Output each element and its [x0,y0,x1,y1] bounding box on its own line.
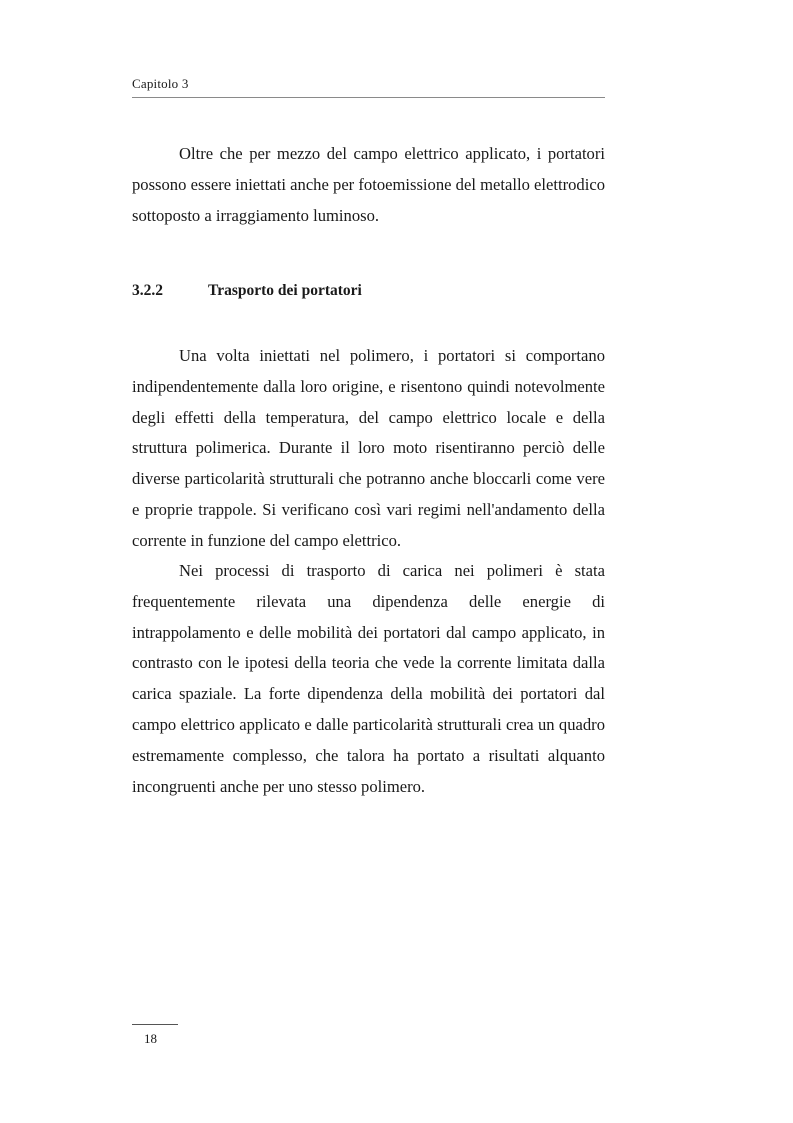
footer-divider [132,1024,178,1025]
page-number: 18 [144,1031,157,1046]
section-heading [132,282,362,300]
header-divider [132,97,605,98]
section-title: Trasporto dei portatori [208,282,362,299]
paragraph-charge-transport: Nei processi di trasporto di carica nei polimeri è stata frequentemente rilevata una dipendenza delle energie di intrappolamento e delle mobilità dei portatori dal campo applicato, in contrasto con le ipotesi della teoria che vede la corrente limitata dalla carica spaziale. La forte dipendenza della mobilità dei portatori dal campo elettrico applicato e dalle particolarità strutturali crea un quadro estremamente complesso, che talora ha portato a risultati alquanto incongruenti anche per uno stesso polimero. [132,561,605,796]
paragraph-carrier-behavior: Una volta iniettati nel polimero, i portatori si comportano indipendentemente dalla loro origine, e risentono quindi notevolmente degli effetti della temperatura, del campo elettrico locale e della struttura polimerica. Durante il loro moto risentiranno perciò delle diverse particolarità strutturali che potranno anche bloccarli come vere e proprie trappole. Si verificano così vari regimi nell'andamento della corrente in funzione del campo elettrico. [132,346,605,550]
running-header: Capitolo 3 [132,76,189,91]
section-number: 3.2.2 [132,282,163,299]
paragraph-photoemission: Oltre che per mezzo del campo elettrico applicato, i portatori possono essere iniettati anche per fotoemissione del metallo elettrodico sottoposto a irraggiamento luminoso. [132,144,605,225]
